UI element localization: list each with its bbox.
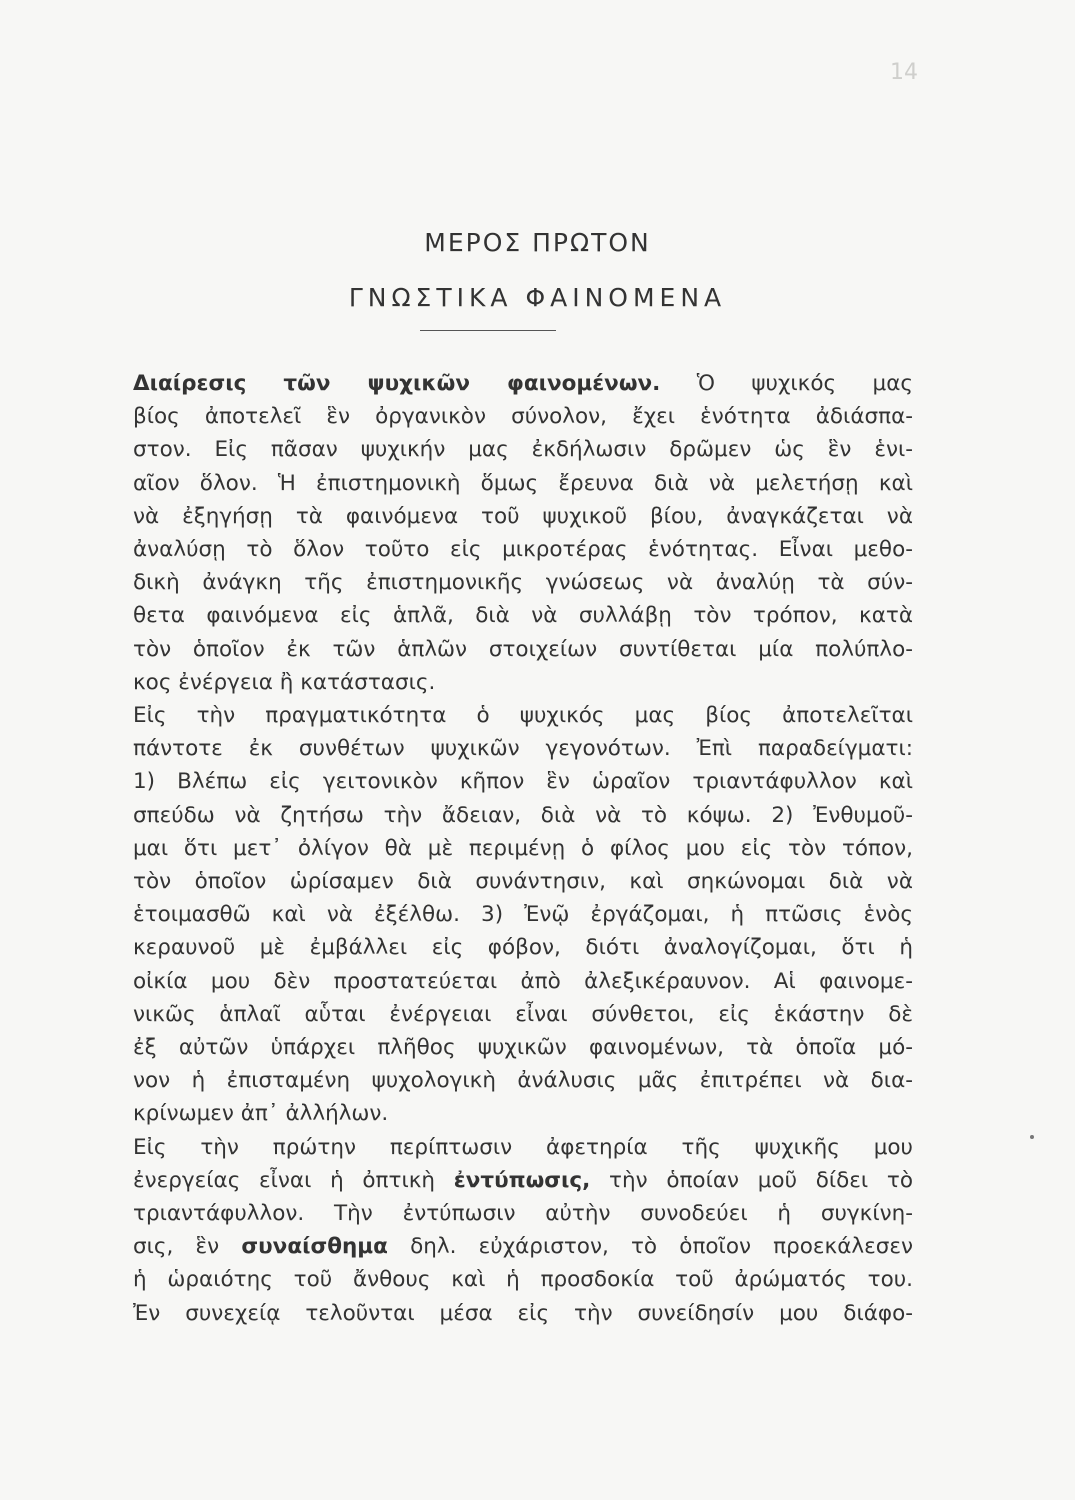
- text-line: οἰκία μου δὲν προστατεύεται ἀπὸ ἀλεξικέραυνον. Αἱ φαινομε-: [133, 968, 913, 994]
- ink-dot: [1030, 1135, 1034, 1139]
- chapter-title: ΓΝΩΣΤΙΚΑ ΦΑΙΝΟΜΕΝΑ: [348, 283, 727, 312]
- text-line: 1) Βλέπω εἰς γειτονικὸν κῆπον ἓν ὡραῖον τριαντάφυλλον καὶ: [133, 769, 913, 795]
- page-number: 14: [890, 60, 918, 85]
- text-run: Ὁ ψυχικός μας: [660, 371, 913, 396]
- text-line: νικῶς ἁπλαῖ αὗται ἐνέργειαι εἶναι σύνθετοι, εἰς ἑκάστην δὲ: [133, 1001, 913, 1027]
- term-feeling: συναίσθημα: [241, 1234, 388, 1260]
- text-run: ἐνεργείας εἶναι ἡ ὀπτικὴ: [133, 1167, 436, 1193]
- text-line: πάντοτε ἐκ συνθέτων ψυχικῶν γεγονότων. Ἐπὶ παραδείγματι:: [133, 736, 913, 762]
- text-line: [133, 1230, 913, 1263]
- text-line: ἑτοιμασθῶ καὶ νὰ ἐξέλθω. 3) Ἐνῷ ἐργάζομαι, ἡ πτῶσις ἑνὸς: [133, 902, 913, 928]
- text-line: βίος ἀποτελεῖ ἓν ὀργανικὸν σύνολον, ἔχει ἑνότητα ἀδιάσπα-: [133, 404, 913, 430]
- text-line: θετα φαινόμενα εἰς ἁπλᾶ, διὰ νὰ συλλάβῃ τὸν τρόπον, κατὰ: [133, 603, 913, 629]
- part-title: ΜΕΡΟΣ ΠΡΩΤΟΝ: [424, 228, 651, 257]
- text-line: αῖον ὅλον. Ἡ ἐπιστημονικὴ ὅμως ἔρευνα διὰ νὰ μελετήσῃ καὶ: [133, 470, 913, 496]
- section-heading: Διαίρεσις τῶν ψυχικῶν φαινομένων.: [133, 371, 661, 396]
- text-line: δικὴ ἀνάγκη τῆς ἐπιστημονικῆς γνώσεως νὰ ἀναλύῃ τὰ σύν-: [133, 570, 913, 596]
- term-impression: ἐντύπωσις,: [453, 1167, 591, 1193]
- text-run: Εἰς τὴν πραγματικότητα ὁ ψυχικός μας βίος ἀποτελεῖται: [133, 703, 913, 729]
- text-line: τριαντάφυλλον. Τὴν ἐντύπωσιν αὐτὴν συνοδεύει ἡ συγκίνη-: [133, 1201, 913, 1227]
- text-line: μαι ὅτι μετ᾽ ὀλίγον θὰ μὲ περιμένῃ ὁ φίλος μου εἰς τὸν τόπον,: [133, 835, 913, 861]
- text-line: ἀναλύσῃ τὸ ὅλον τοῦτο εἰς μικροτέρας ἑνότητας. Εἶναι μεθο-: [133, 537, 913, 563]
- text-line: [133, 367, 913, 400]
- text-line: [133, 699, 913, 732]
- text-line: Εἰς τὴν πρώτην περίπτωσιν ἀφετηρία τῆς ψυχικῆς μου: [133, 1134, 913, 1160]
- text-line: τὸν ὁποῖον ὡρίσαμεν διὰ συνάντησιν, καὶ σηκώνομαι διὰ νὰ: [133, 869, 913, 895]
- text-run: σις, ἓν: [133, 1234, 220, 1260]
- title-underline: [420, 330, 556, 331]
- text-line: ἡ ὡραιότης τοῦ ἄνθους καὶ ἡ προσδοκία τοῦ ἀρώματός του.: [133, 1267, 913, 1293]
- text-run: δηλ. εὐχάριστον, τὸ ὁποῖον προεκάλεσεν: [387, 1234, 913, 1260]
- text-line: σπεύδω νὰ ζητήσω τὴν ἄδειαν, διὰ νὰ τὸ κόψω. 2) Ἐνθυμοῦ-: [133, 802, 913, 828]
- body-text: [133, 367, 913, 1330]
- text-line: ἐξ αὐτῶν ὑπάρχει πλῆθος ψυχικῶν φαινομένων, τὰ ὁποῖα μό-: [133, 1035, 913, 1061]
- text-line: νον ἡ ἐπισταμένη ψυχολογικὴ ἀνάλυσις μᾶς ἐπιτρέπει νὰ δια-: [133, 1068, 913, 1094]
- text-line: τὸν ὁποῖον ἐκ τῶν ἁπλῶν στοιχείων συντίθεται μία πολύπλο-: [133, 636, 913, 662]
- text-line: κρίνωμεν ἀπ᾽ ἀλλήλων.: [133, 1101, 389, 1127]
- text-line: νὰ ἐξηγήσῃ τὰ φαινόμενα τοῦ ψυχικοῦ βίου, ἀναγκάζεται νὰ: [133, 503, 913, 529]
- text-run: τὴν ὁποίαν μοῦ δίδει τὸ: [590, 1167, 914, 1193]
- text-line: κεραυνοῦ μὲ ἐμβάλλει εἰς φόβον, διότι ἀναλογίζομαι, ὅτι ἡ: [133, 935, 913, 961]
- text-line: στον. Εἰς πᾶσαν ψυχικήν μας ἐκδήλωσιν δρῶμεν ὡς ἓν ἑνι-: [133, 437, 913, 463]
- text-line: κος ἐνέργεια ἢ κατάστασις.: [133, 669, 436, 695]
- text-line: Ἐν συνεχείᾳ τελοῦνται μέσα εἰς τὴν συνείδησίν μου διάφο-: [133, 1300, 913, 1326]
- text-line: [133, 1164, 913, 1197]
